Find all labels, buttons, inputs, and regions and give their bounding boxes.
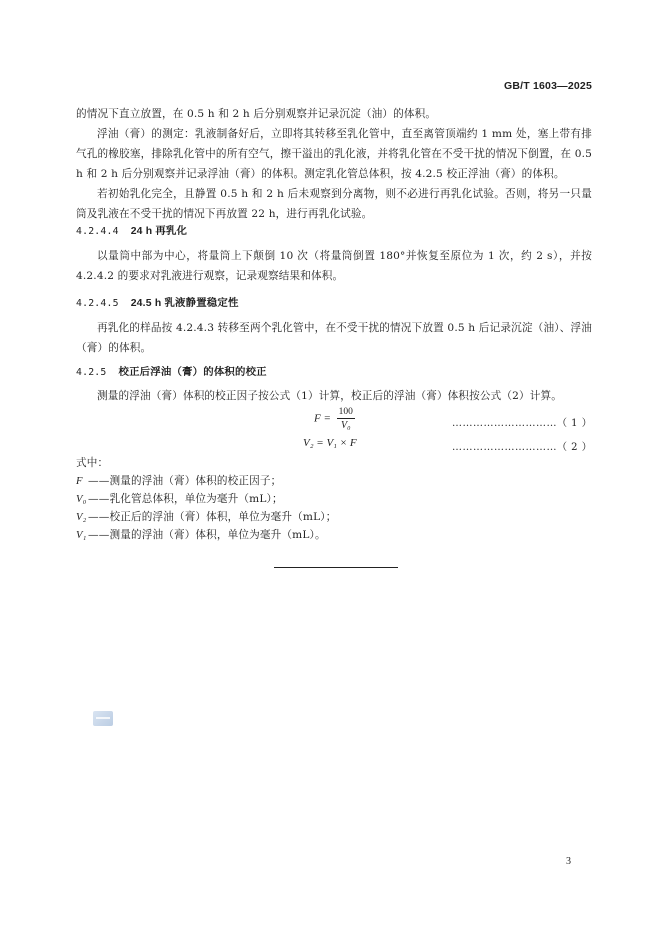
section-title: 24.5 h 乳液静置稳定性	[130, 298, 239, 309]
where-symbol: V₁	[76, 530, 87, 541]
section-body-4-2-5: 测量的浮油（膏）体积的校正因子按公式（1）计算，校正后的浮油（膏）体积按公式（2）计算。	[97, 390, 563, 402]
section-number: 4.2.4.4	[76, 226, 119, 237]
where-symbol: F	[76, 476, 83, 487]
where-item-f	[76, 472, 281, 492]
where-item-v1	[76, 526, 326, 546]
paragraph-sediment-observation: 的情况下直立放置，在 0.5 h 和 2 h 后分别观察并记录沉淀（油）的体积。	[76, 108, 437, 120]
page-number: 3	[566, 856, 571, 867]
where-item-v0	[76, 490, 283, 510]
section-number: 4.2.4.5	[76, 298, 119, 309]
section-title: 校正后浮油（膏）的体积的校正	[118, 367, 267, 378]
section-title: 24 h 再乳化	[130, 226, 188, 237]
paragraph-re-emulsification-condition: 若初始乳化完全，且静置 0.5 h 和 2 h 后未观察到分离物，则不必进行再乳化试验。否则，将另一只量筒及乳液在不受干扰的情况下再放置 22 h，进行再乳化试验。	[76, 188, 592, 220]
paragraph-cream-measurement: 浮油（膏）的测定：乳液制备好后，立即将其转移至乳化管中，直至离管顶端约 1 mm 处，塞上带有排气孔的橡胶塞，排除乳化管中的所有空气，擦干溢出的乳化液，并将乳化管在不受干扰的情况下倒置，在 0.5 h 和 2 h 后分别观察并记录浮油（膏）的体积。测定乳化管总体积，按 4.2.5 校正浮油（膏）的体积。	[76, 128, 592, 180]
section-heading-4-2-5	[76, 363, 267, 378]
where-symbol: V₀	[76, 494, 87, 505]
formula-1-denominator: V₀	[340, 420, 351, 431]
where-desc: ——测量的浮油（膏）体积的校正因子；	[88, 475, 282, 487]
section-number: 4.2.5	[76, 367, 107, 378]
formula-2: V₂ = V₁ × F	[303, 437, 357, 449]
end-of-text-rule	[274, 567, 398, 568]
formula-1	[314, 406, 355, 432]
where-desc: ——乳化管总体积，单位为毫升（mL）；	[88, 493, 283, 505]
formula-1-fraction	[337, 406, 355, 432]
where-desc: ——测量的浮油（膏）体积，单位为毫升（mL）。	[88, 529, 326, 541]
where-label: 式中：	[76, 457, 109, 469]
watermark-stamp-icon	[93, 711, 113, 726]
formula-2-number: …………………………（ 2 ）	[452, 442, 593, 453]
formula-1-lhs: F =	[314, 412, 331, 425]
section-heading-4-2-4-5	[76, 294, 239, 309]
section-heading-4-2-4-4	[76, 222, 187, 237]
where-item-v2	[76, 508, 336, 528]
formula-1-number: …………………………（ 1 ）	[452, 418, 593, 429]
section-body-4-2-4-5: 再乳化的样品按 4.2.4.3 转移至两个乳化管中，在不受干扰的情况下放置 0.5 h 后记录沉淀（油）、浮油（膏）的体积。	[76, 322, 592, 354]
where-symbol: V₂	[76, 512, 87, 523]
where-desc: ——校正后的浮油（膏）体积，单位为毫升（mL）；	[88, 511, 337, 523]
section-body-4-2-4-4: 以量筒中部为中心，将量筒上下颠倒 10 次（将量筒倒置 180°并恢复至原位为 1 次，约 2 s），并按 4.2.4.2 的要求对乳液进行观察，记录观察结果和体积。	[76, 250, 592, 282]
formula-1-numerator: 100	[338, 407, 353, 417]
standard-code: GB/T 1603—2025	[503, 80, 592, 92]
